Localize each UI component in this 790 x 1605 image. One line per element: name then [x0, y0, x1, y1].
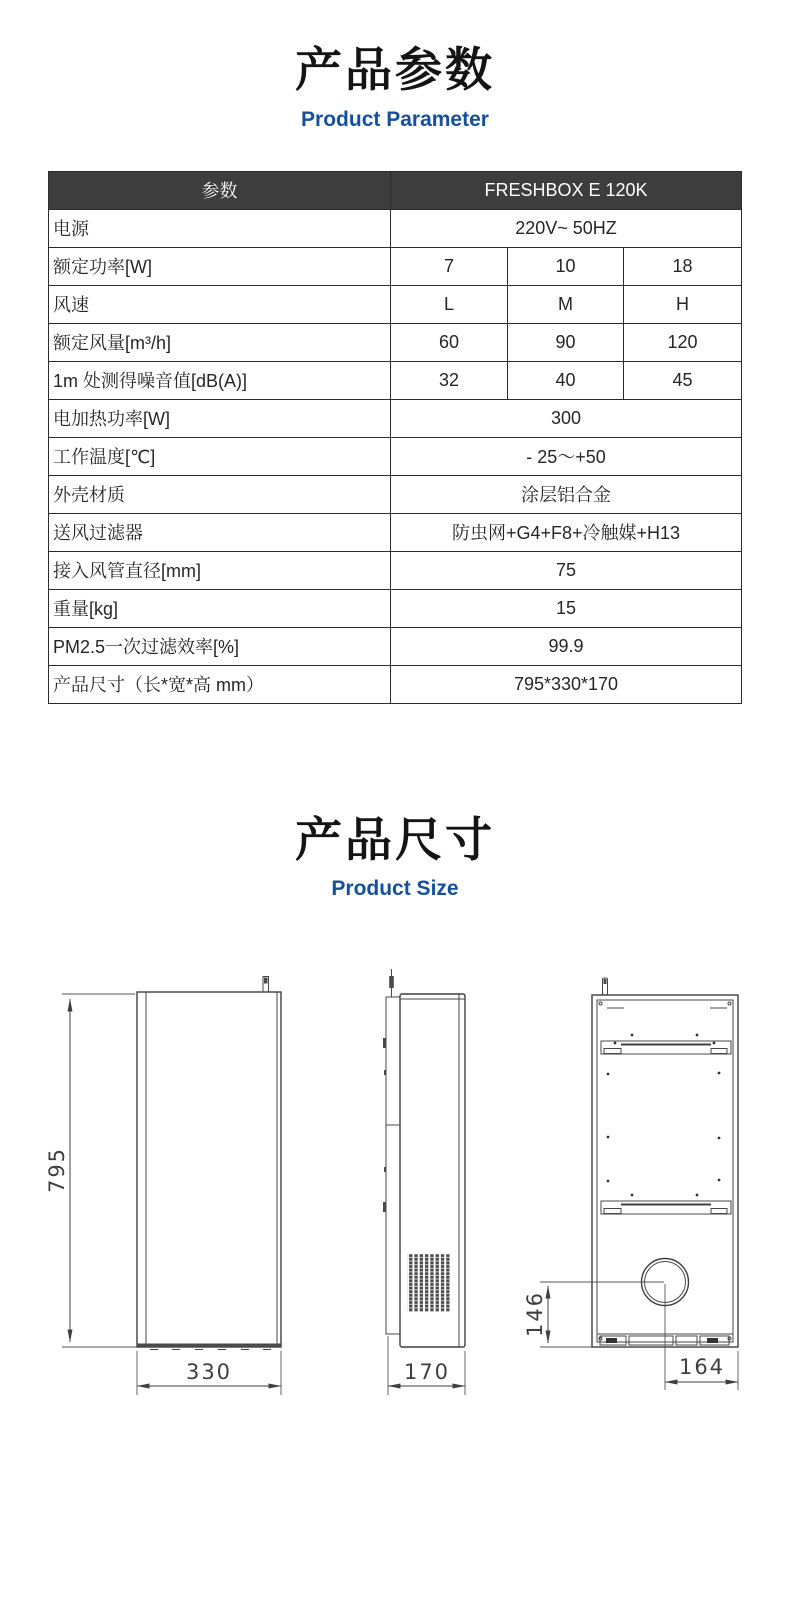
- param-label: 接入风管直径[mm]: [49, 551, 391, 589]
- front-width-dimension: 330: [185, 1360, 233, 1385]
- table-header-parameter: 参数: [49, 171, 391, 209]
- param-table-body: [49, 209, 742, 703]
- param-label: 电加热功率[W]: [49, 399, 391, 437]
- side-view-drawing: [383, 969, 465, 1395]
- param-value: 40: [508, 361, 624, 399]
- table-header-model: FRESHBOX E 120K: [391, 171, 742, 209]
- table-row: [49, 361, 742, 399]
- table-row: [49, 285, 742, 323]
- param-value: 300: [391, 399, 742, 437]
- side-depth-dimension: 170: [403, 1360, 451, 1385]
- param-value: 795*330*170: [391, 665, 742, 703]
- param-value: 75: [391, 551, 742, 589]
- param-label: 电源: [49, 209, 391, 247]
- table-row: [49, 399, 742, 437]
- table-row: [49, 665, 742, 703]
- param-label: 1m 处测得噪音值[dB(A)]: [49, 361, 391, 399]
- param-label: 重量[kg]: [49, 589, 391, 627]
- page-subtitle-size: Product Size: [331, 877, 459, 901]
- front-view-drawing: [45, 977, 281, 1396]
- param-value: L: [391, 285, 508, 323]
- param-value: 涂层铝合金: [391, 475, 742, 513]
- rear-mounting-rail-top: [601, 1041, 731, 1054]
- param-value: 60: [391, 323, 508, 361]
- param-label: 产品尺寸（长*宽*高 mm）: [49, 665, 391, 703]
- param-value: 15: [391, 589, 742, 627]
- table-row: [49, 247, 742, 285]
- param-label: PM2.5一次过滤效率[%]: [49, 627, 391, 665]
- param-label: 外壳材质: [49, 475, 391, 513]
- front-height-dimension: 795: [45, 1147, 69, 1194]
- param-label: 额定功率[W]: [49, 247, 391, 285]
- rear-duct-offset-dimension: 164: [678, 1355, 726, 1380]
- param-value: 18: [624, 247, 742, 285]
- param-label: 额定风量[m³/h]: [49, 323, 391, 361]
- param-value: 120: [624, 323, 742, 361]
- rear-mounting-rail-bottom: [601, 1201, 731, 1214]
- rear-duct-height-dimension: 146: [523, 1291, 547, 1338]
- table-row: [49, 551, 742, 589]
- side-vent-grille: [407, 1254, 451, 1312]
- table-row: [49, 437, 742, 475]
- param-value: 10: [508, 247, 624, 285]
- param-value: 防虫网+G4+F8+冷触媒+H13: [391, 513, 742, 551]
- table-header-row: [49, 171, 742, 209]
- param-value: 32: [391, 361, 508, 399]
- table-row: [49, 209, 742, 247]
- rear-view-drawing: [523, 978, 738, 1390]
- param-label: 风速: [49, 285, 391, 323]
- table-row: [49, 589, 742, 627]
- param-label: 工作温度[℃]: [49, 437, 391, 475]
- param-value: H: [624, 285, 742, 323]
- param-value: M: [508, 285, 624, 323]
- page-title-size: 产品尺寸: [295, 812, 495, 866]
- page-subtitle-parameters: Product Parameter: [301, 107, 489, 131]
- rear-screw-holes: [607, 1034, 721, 1197]
- param-value: 7: [391, 247, 508, 285]
- param-value: - 25～+50: [391, 437, 742, 475]
- param-label: 送风过滤器: [49, 513, 391, 551]
- param-value: 45: [624, 361, 742, 399]
- dimension-drawings: [0, 952, 790, 1407]
- table-row: [49, 475, 742, 513]
- param-value: 220V~ 50HZ: [391, 209, 742, 247]
- table-row: [49, 323, 742, 361]
- table-row: [49, 627, 742, 665]
- param-table: [48, 171, 742, 704]
- param-value: 99.9: [391, 627, 742, 665]
- table-row: [49, 513, 742, 551]
- page-title-parameters: 产品参数: [295, 43, 495, 96]
- param-value: 90: [508, 323, 624, 361]
